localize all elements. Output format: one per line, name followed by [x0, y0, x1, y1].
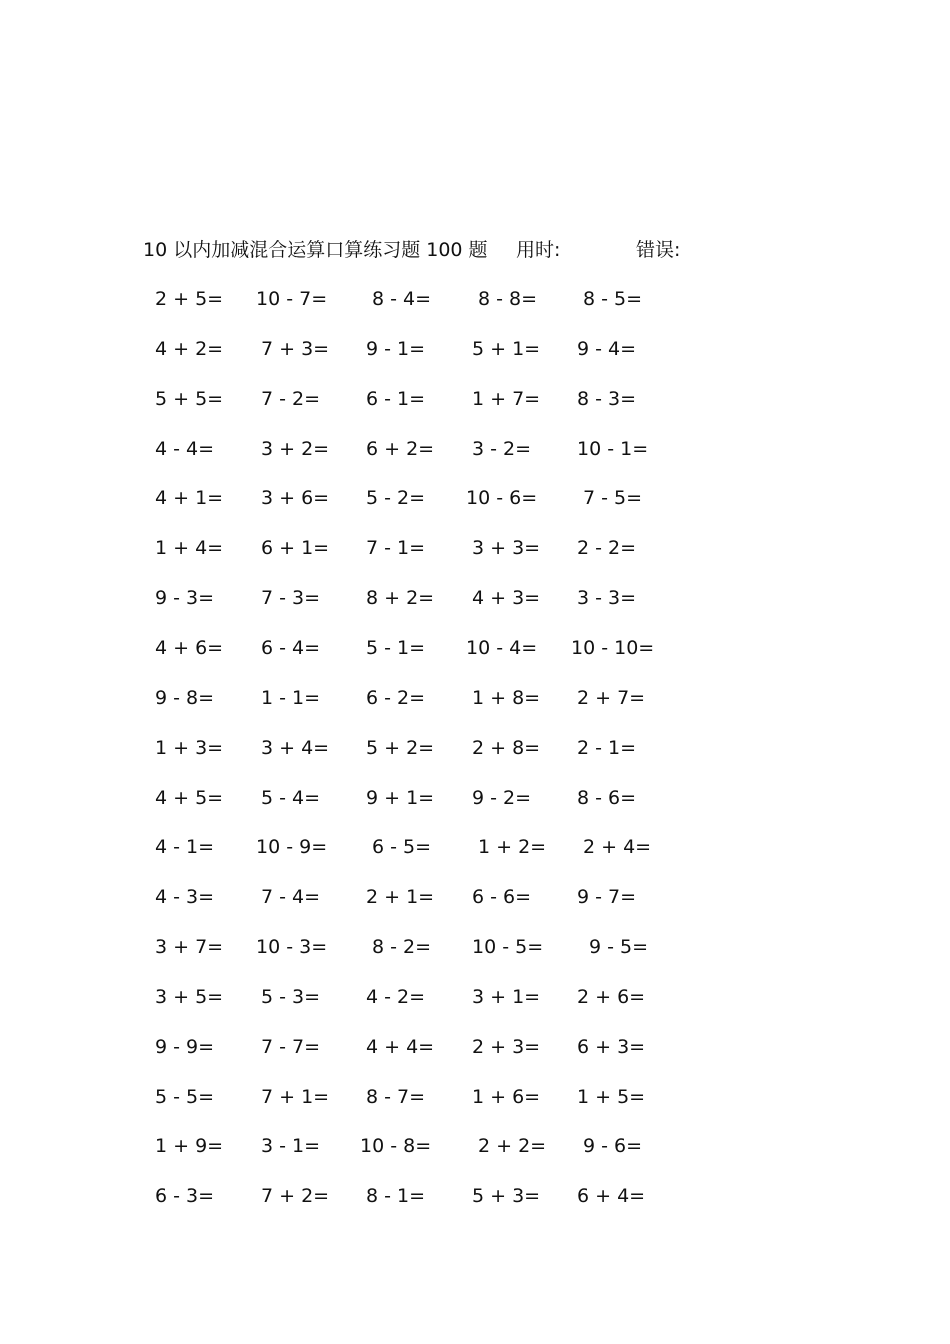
math-problem: 6 + 4=	[577, 1185, 646, 1208]
math-problem: 5 + 5=	[155, 387, 224, 410]
math-problem: 8 - 3=	[577, 387, 637, 410]
math-problem: 9 - 8=	[155, 686, 215, 709]
math-problem: 5 - 2=	[366, 487, 426, 510]
math-problem: 6 + 1=	[261, 537, 330, 560]
math-problem: 4 + 6=	[155, 636, 224, 659]
math-problem: 2 + 2=	[478, 1135, 547, 1158]
math-problem: 4 - 3=	[155, 886, 215, 909]
math-problem: 6 - 2=	[366, 686, 426, 709]
math-problem: 8 - 1=	[366, 1185, 426, 1208]
problem-row	[0, 331, 950, 367]
math-problem: 2 + 3=	[472, 1035, 541, 1058]
problem-row	[0, 829, 950, 865]
math-problem: 6 - 5=	[372, 836, 432, 859]
math-problem: 5 + 1=	[472, 337, 541, 360]
math-problem: 1 + 7=	[472, 387, 541, 410]
worksheet-title: 10 以内加减混合运算口算练习题 100 题	[143, 239, 488, 261]
math-problem: 1 - 1=	[261, 686, 321, 709]
math-problem: 3 + 7=	[155, 936, 224, 959]
math-problem: 10 - 3=	[256, 936, 328, 959]
math-problem: 4 + 4=	[366, 1035, 435, 1058]
math-problem: 6 - 3=	[155, 1185, 215, 1208]
math-problem: 2 + 1=	[366, 886, 435, 909]
math-problem: 2 + 8=	[472, 736, 541, 759]
problem-row	[0, 680, 950, 716]
math-problem: 8 - 6=	[577, 786, 637, 809]
math-problem: 7 - 2=	[261, 387, 321, 410]
error-count-label: 错误:	[636, 239, 681, 261]
time-used-label: 用时:	[516, 239, 561, 261]
math-problem: 2 - 1=	[577, 736, 637, 759]
math-problem: 3 - 1=	[261, 1135, 321, 1158]
math-problem: 5 - 1=	[366, 636, 426, 659]
math-problem: 10 - 10=	[571, 636, 655, 659]
math-problem: 8 - 5=	[583, 288, 643, 310]
math-problem: 8 + 2=	[366, 587, 435, 610]
math-problem: 10 - 4=	[466, 636, 538, 659]
math-problem: 2 + 5=	[155, 288, 224, 310]
math-problem: 10 - 1=	[577, 437, 649, 460]
math-problem: 5 - 4=	[261, 786, 321, 809]
math-problem: 4 + 1=	[155, 487, 224, 510]
math-problem: 3 + 6=	[261, 487, 330, 510]
math-problem: 6 - 1=	[366, 387, 426, 410]
problem-row	[0, 580, 950, 616]
problem-row	[0, 780, 950, 816]
problem-row	[0, 1178, 950, 1214]
problem-row	[0, 630, 950, 666]
math-problem: 1 + 6=	[472, 1085, 541, 1108]
math-problem: 1 + 3=	[155, 736, 224, 759]
math-problem: 3 + 5=	[155, 985, 224, 1008]
math-problem: 10 - 9=	[256, 836, 328, 859]
problem-row	[0, 929, 950, 965]
math-problem: 3 - 2=	[472, 437, 532, 460]
math-problem: 10 - 7=	[256, 288, 328, 310]
math-problem: 7 + 2=	[261, 1185, 330, 1208]
math-problem: 1 + 5=	[577, 1085, 646, 1108]
math-problem: 10 - 8=	[360, 1135, 432, 1158]
math-problem: 8 - 2=	[372, 936, 432, 959]
math-problem: 6 - 6=	[472, 886, 532, 909]
math-problem: 7 + 3=	[261, 337, 330, 360]
math-problem: 4 + 5=	[155, 786, 224, 809]
problem-row	[0, 530, 950, 566]
math-problem: 4 - 1=	[155, 836, 215, 859]
math-problem: 4 - 2=	[366, 985, 426, 1008]
math-problem: 7 - 7=	[261, 1035, 321, 1058]
problem-row	[0, 1128, 950, 1164]
math-problem: 7 + 1=	[261, 1085, 330, 1108]
math-problem: 9 - 1=	[366, 337, 426, 360]
math-problem: 8 - 7=	[366, 1085, 426, 1108]
problem-row	[0, 879, 950, 915]
math-problem: 2 + 7=	[577, 686, 646, 709]
math-problem: 2 + 6=	[577, 985, 646, 1008]
math-problem: 3 + 4=	[261, 736, 330, 759]
problem-row	[0, 281, 950, 317]
math-problem: 5 + 2=	[366, 736, 435, 759]
math-problem: 7 - 3=	[261, 587, 321, 610]
math-problem: 5 - 3=	[261, 985, 321, 1008]
math-problem: 6 + 3=	[577, 1035, 646, 1058]
problem-row	[0, 480, 950, 516]
math-problem: 4 - 4=	[155, 437, 215, 460]
math-problem: 9 - 4=	[577, 337, 637, 360]
problem-row	[0, 730, 950, 766]
math-problem: 1 + 9=	[155, 1135, 224, 1158]
math-problem: 7 - 1=	[366, 537, 426, 560]
problem-row	[0, 1079, 950, 1115]
math-problem: 4 + 2=	[155, 337, 224, 360]
math-problem: 3 + 3=	[472, 537, 541, 560]
math-problem: 8 - 8=	[478, 288, 538, 310]
math-problem: 4 + 3=	[472, 587, 541, 610]
math-problem: 9 - 5=	[589, 936, 649, 959]
math-problem: 1 + 4=	[155, 537, 224, 560]
math-problem: 5 + 3=	[472, 1185, 541, 1208]
math-problem: 9 - 6=	[583, 1135, 643, 1158]
math-problem: 8 - 4=	[372, 288, 432, 310]
math-problem: 3 - 3=	[577, 587, 637, 610]
math-problem: 7 - 5=	[583, 487, 643, 510]
math-problem: 5 - 5=	[155, 1085, 215, 1108]
problem-row	[0, 979, 950, 1015]
problem-row	[0, 431, 950, 467]
math-problem: 2 - 2=	[577, 537, 637, 560]
math-problem: 3 + 2=	[261, 437, 330, 460]
math-problem: 9 - 3=	[155, 587, 215, 610]
math-problem: 9 + 1=	[366, 786, 435, 809]
math-problem: 9 - 7=	[577, 886, 637, 909]
math-problem: 3 + 1=	[472, 985, 541, 1008]
math-problem: 7 - 4=	[261, 886, 321, 909]
math-problem: 1 + 8=	[472, 686, 541, 709]
problem-row	[0, 1029, 950, 1065]
math-problem: 9 - 2=	[472, 786, 532, 809]
math-problem: 1 + 2=	[478, 836, 547, 859]
math-problem: 10 - 5=	[472, 936, 544, 959]
math-problem: 6 + 2=	[366, 437, 435, 460]
math-problem: 6 - 4=	[261, 636, 321, 659]
problem-row	[0, 381, 950, 417]
math-problem: 9 - 9=	[155, 1035, 215, 1058]
math-problem: 2 + 4=	[583, 836, 652, 859]
math-problem: 10 - 6=	[466, 487, 538, 510]
